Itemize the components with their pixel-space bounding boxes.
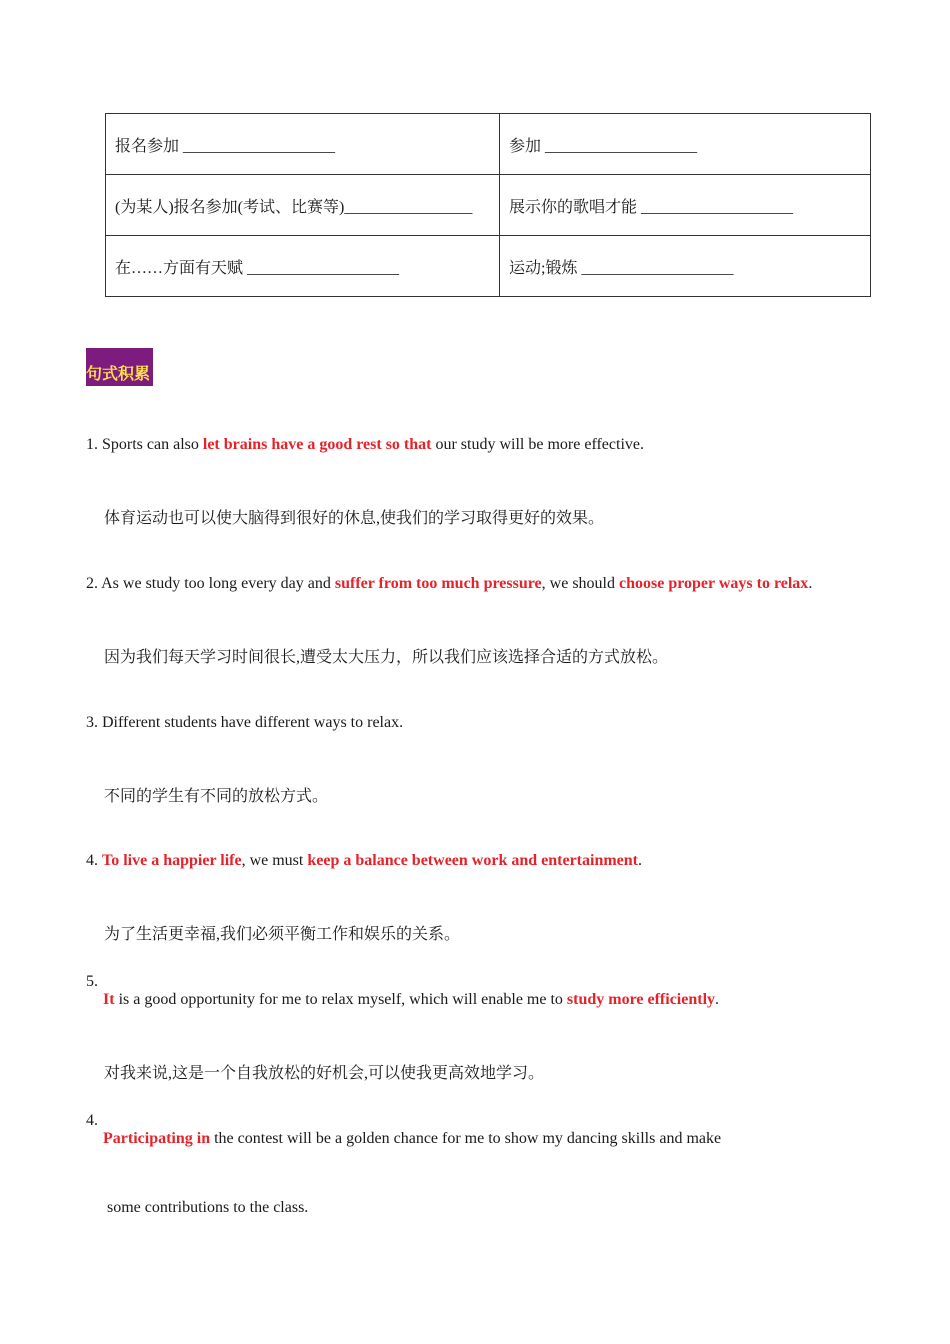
- highlight-phrase: To live a happier life: [102, 852, 242, 869]
- table-cell: 运动;锻炼 ___________________: [500, 236, 871, 297]
- sentence-number: 2.: [86, 575, 102, 592]
- table-cell: 参加 ___________________: [500, 114, 871, 175]
- sentence-5: [103, 991, 719, 1009]
- table-row: [106, 236, 871, 297]
- sentence-1: [86, 436, 644, 454]
- sentence-2-translation: 因为我们每天学习时间很长,遭受太大压力，所以我们应该选择合适的方式放松。: [104, 649, 669, 666]
- table-row: [106, 114, 871, 175]
- table-cell: (为某人)报名参加(考试、比赛等)________________: [106, 175, 500, 236]
- sentence-text: .: [715, 991, 720, 1008]
- sentence-text: is a good opportunity for me to relax myself, which will enable me to: [114, 991, 567, 1008]
- sentence-text: .: [638, 852, 642, 869]
- sentence-3-translation: 不同的学生有不同的放松方式。: [104, 788, 329, 805]
- table-cell: 展示你的歌唱才能 ___________________: [500, 175, 871, 236]
- vocab-table: [105, 113, 871, 297]
- sentence-number: 5.: [86, 973, 98, 990]
- sentence-number: 4.: [86, 1112, 98, 1129]
- sentence-text: .: [808, 575, 813, 592]
- sentence-3: [86, 714, 403, 732]
- sentence-1-translation: 体育运动也可以使大脑得到很好的休息,使我们的学习取得更好的效果。: [104, 510, 605, 527]
- sentence-text: Different students have different ways to relax.: [102, 714, 404, 731]
- sentence-6: [103, 1130, 721, 1148]
- sentence-number: 4.: [86, 852, 102, 869]
- sentence-4-translation: 为了生活更幸福,我们必须平衡工作和娱乐的关系。: [104, 926, 461, 943]
- sentence-5-translation: 对我来说,这是一个自我放松的好机会,可以使我更高效地学习。: [104, 1065, 545, 1082]
- highlight-phrase: keep a balance between work and entertainment: [307, 852, 638, 869]
- sentence-number: 3.: [86, 714, 102, 731]
- section-heading: 句式积累: [86, 348, 153, 386]
- sentence-text: Sports can also: [102, 436, 203, 453]
- sentence-number: 1.: [86, 436, 102, 453]
- highlight-phrase: It: [103, 991, 115, 1008]
- highlight-phrase: let brains have a good rest so that: [202, 436, 432, 453]
- table-cell: 报名参加 ___________________: [106, 114, 500, 175]
- table-row: [106, 175, 871, 236]
- sentence-6-continuation: some contributions to the class.: [107, 1199, 309, 1216]
- sentence-text: , we must: [241, 852, 308, 869]
- highlight-phrase: Participating in: [103, 1130, 211, 1147]
- sentence-4: [86, 852, 642, 870]
- highlight-phrase: choose proper ways to relax: [618, 575, 809, 592]
- sentence-text: As we study too long every day and: [101, 575, 335, 592]
- sentence-text: , we should: [541, 575, 619, 592]
- sentence-text: the contest will be a golden chance for me to show my dancing skills and make: [210, 1130, 722, 1147]
- sentence-text: our study will be more effective.: [431, 436, 644, 453]
- highlight-phrase: suffer from too much pressure: [334, 575, 542, 592]
- table-cell: 在……方面有天赋 ___________________: [106, 236, 500, 297]
- sentence-2: [86, 575, 812, 593]
- highlight-phrase: study more efficiently: [566, 991, 716, 1008]
